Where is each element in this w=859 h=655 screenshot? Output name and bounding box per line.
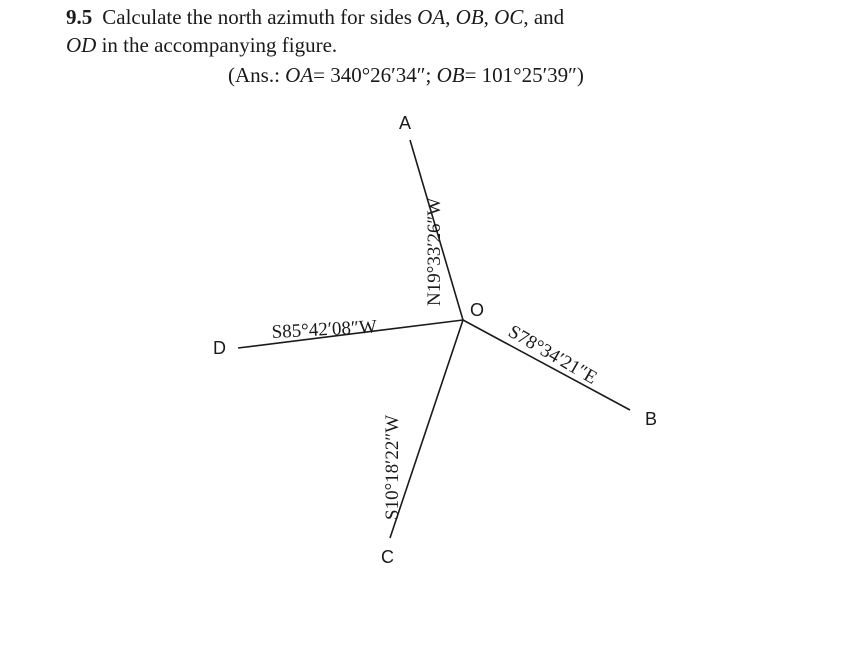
point-label-b: B [645, 409, 658, 429]
center-label-o: O [470, 300, 485, 320]
point-label-c: C [381, 547, 394, 567]
answer-ob-label: OB [436, 63, 465, 87]
answer-prefix: (Ans.: [228, 63, 286, 87]
separator: , [483, 5, 495, 29]
answer-oa-label: OA [285, 63, 314, 87]
bearing-label-od: S85°42′08″W [271, 316, 378, 343]
problem-text-1: Calculate the north azimuth for sides [102, 5, 418, 29]
separator: , [445, 5, 456, 29]
bearing-label-oa: N19°33′26″W [424, 197, 445, 306]
line-od: OD [66, 33, 97, 57]
line-oa: OA [417, 5, 446, 29]
line-ob: OB [455, 5, 484, 29]
problem-text-2: in the accompanying figure. [96, 33, 338, 57]
point-label-d: D [213, 338, 226, 358]
problem-number: 9.5 [66, 5, 93, 29]
separator-and: , and [523, 5, 565, 29]
ray-ob [463, 320, 630, 410]
point-label-a: A [399, 113, 412, 133]
line-oc: OC [494, 5, 524, 29]
bearing-label-oc: S10°18′22″W [382, 414, 403, 520]
answer-ob-value: = 101°25′39″) [464, 63, 584, 87]
answer-oa-value: = 340°26′34″; [313, 63, 437, 87]
bearing-label-ob: S78°34′21″E [504, 321, 601, 389]
